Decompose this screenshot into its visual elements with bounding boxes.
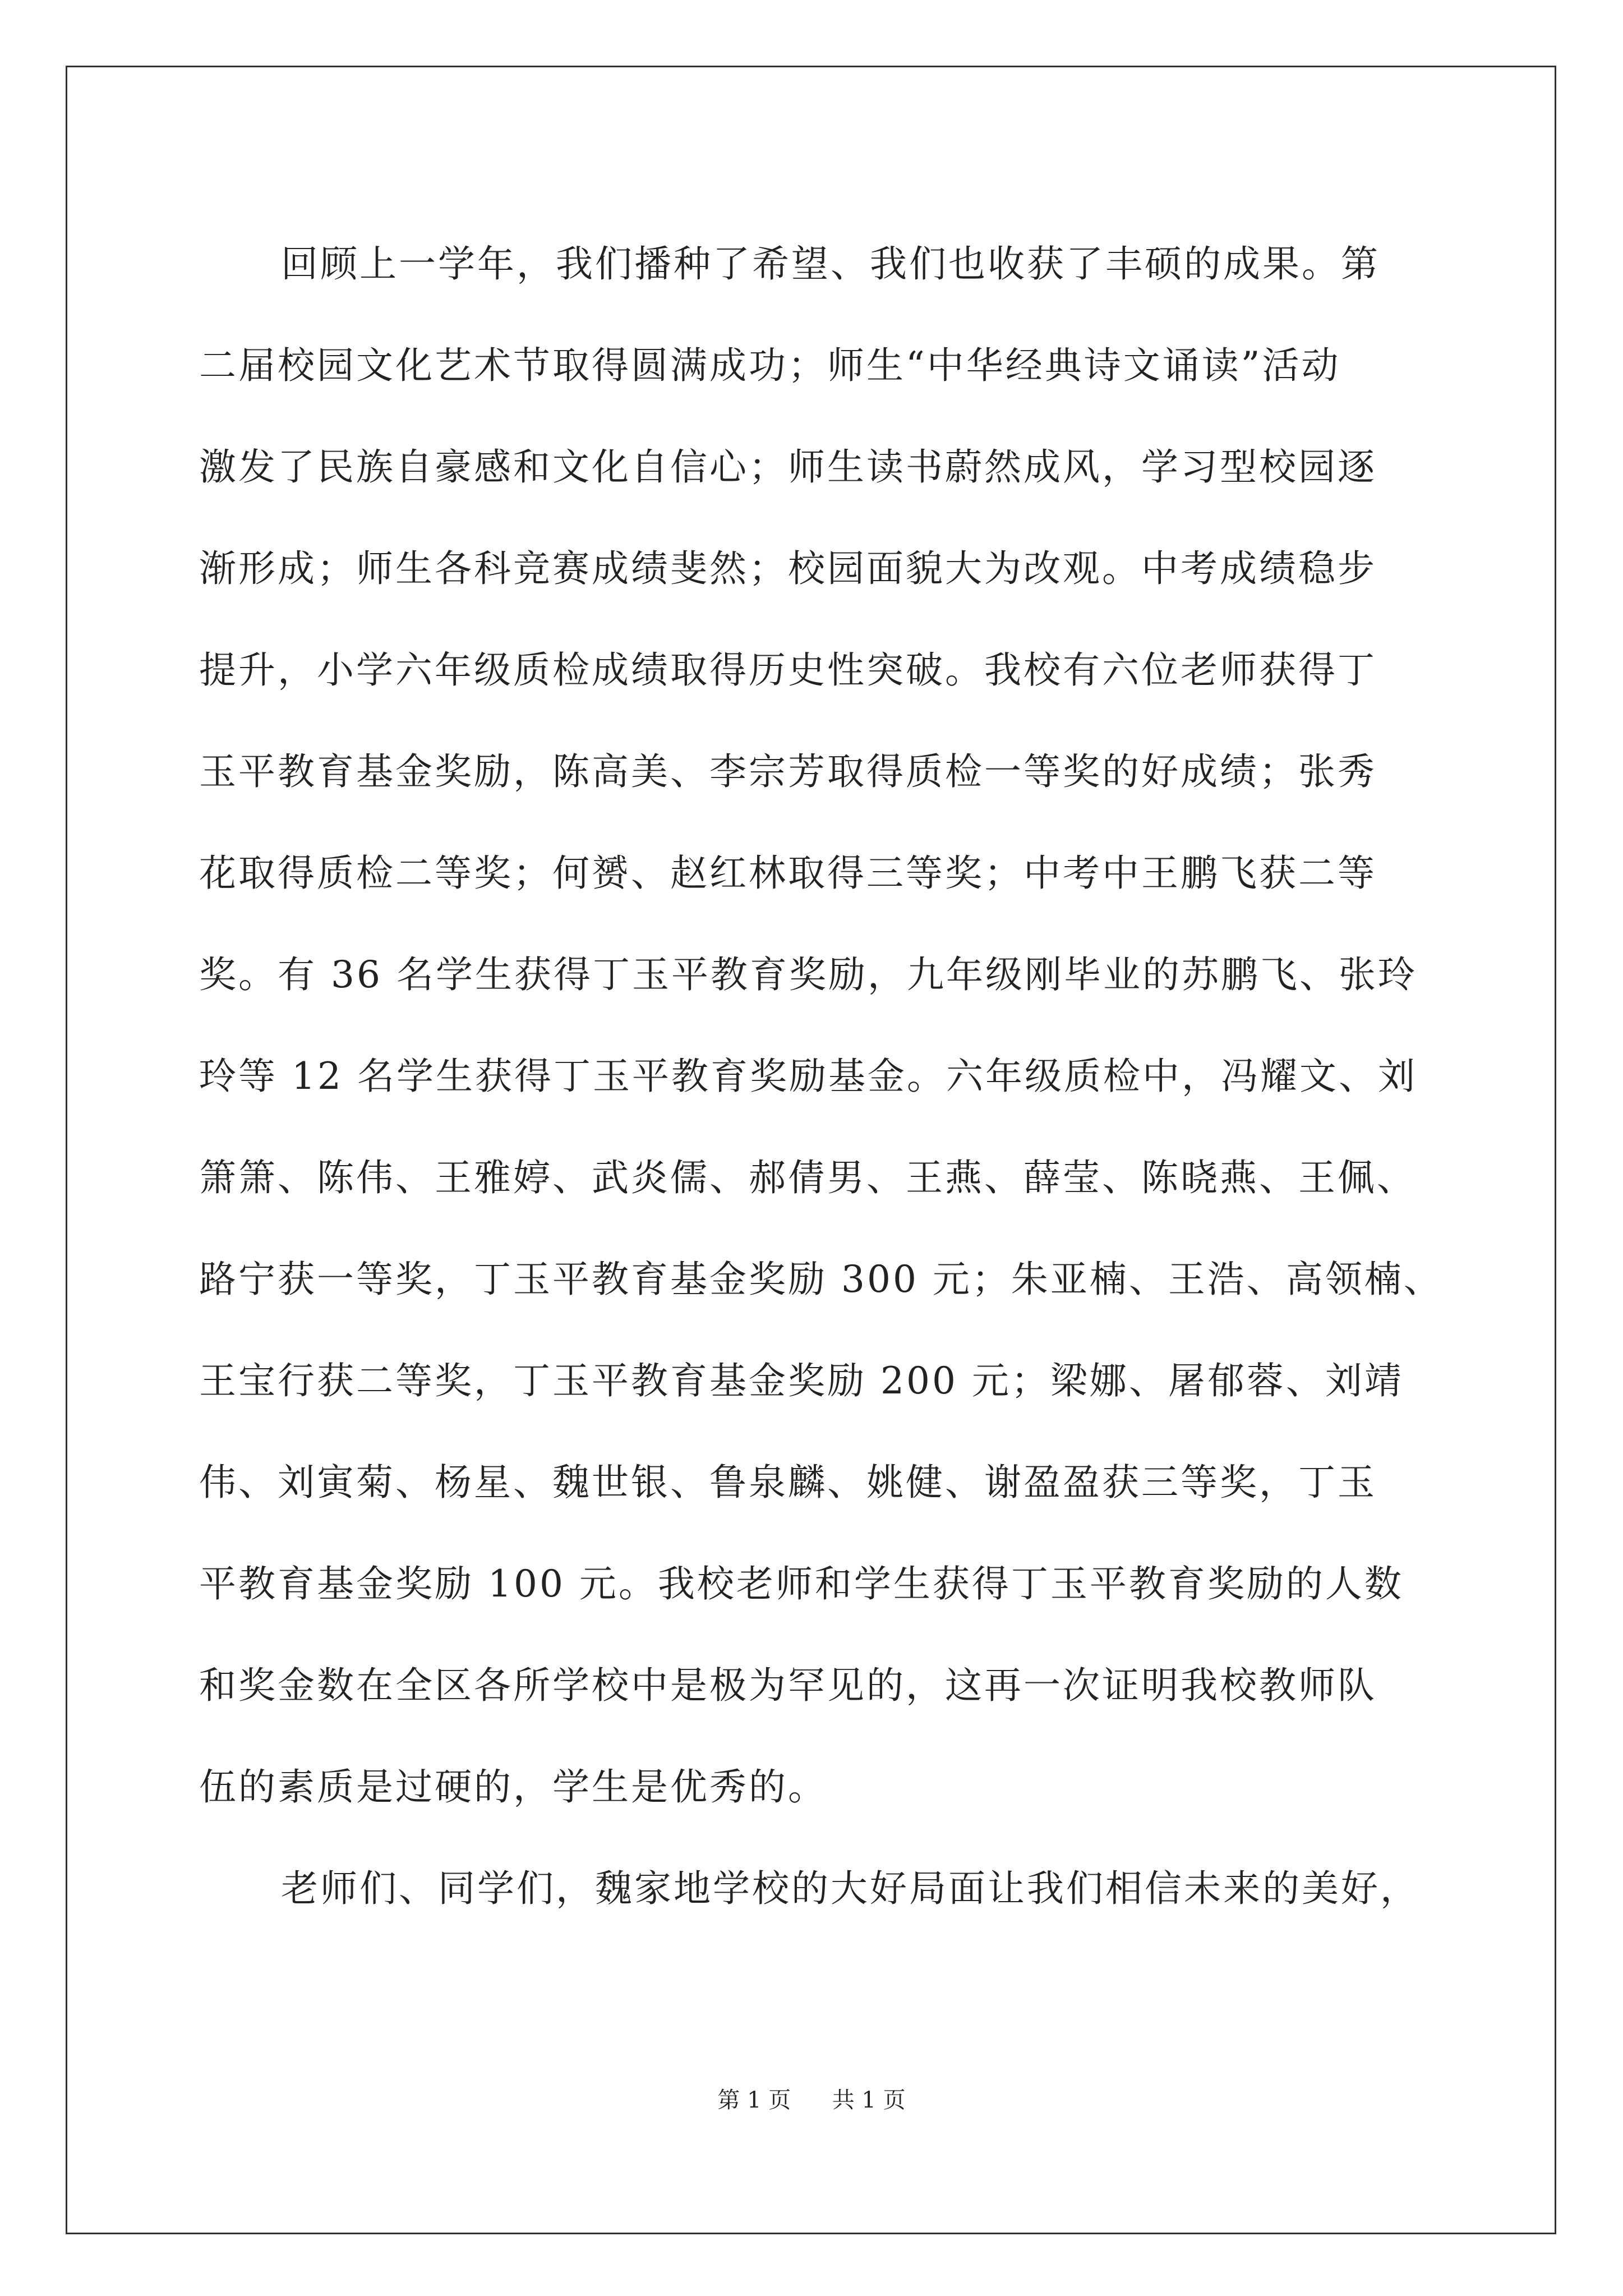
- paragraph-1-line-7: 花取得质检二等奖；何赟、赵红林取得三等奖；中考中王鹏飞获二等: [199, 852, 1377, 895]
- page-footer: [0, 2082, 1623, 2114]
- paragraph-2-line-1: 老师们、同学们，魏家地学校的大好局面让我们相信未来的美好，: [281, 1867, 1419, 1910]
- document-body: [199, 213, 1443, 1939]
- paragraph-1-line-9: 玲等 12 名学生获得丁玉平教育奖励基金。六年级质检中，冯耀文、刘: [199, 1055, 1417, 1098]
- paragraph-1-line-6: 玉平教育基金奖励，陈高美、李宗芳取得质检一等奖的好成绩；张秀: [199, 750, 1377, 793]
- paragraph-1-line-11: 路宁获一等奖，丁玉平教育基金奖励 300 元；朱亚楠、王浩、高领楠、: [199, 1258, 1443, 1301]
- paragraph-1-line-16: 伍的素质是过硬的，学生是优秀的。: [199, 1765, 827, 1809]
- paragraph-1-line-3: 激发了民族自豪感和文化自信心；师生读书蔚然成风，学习型校园逐: [199, 445, 1377, 489]
- page-number-current: 第 1 页: [717, 2087, 791, 2113]
- page-number-total: 共 1 页: [832, 2087, 906, 2113]
- paragraph-1-line-8: 奖。有 36 名学生获得丁玉平教育奖励，九年级刚毕业的苏鹏飞、张玲: [199, 953, 1417, 996]
- paragraph-1-line-4: 渐形成；师生各科竞赛成绩斐然；校园面貌大为改观。中考成绩稳步: [199, 547, 1377, 590]
- paragraph-1-line-14: 平教育基金奖励 100 元。我校老师和学生获得丁玉平教育奖励的人数: [199, 1562, 1404, 1605]
- paragraph-1-line-2: 二届校园文化艺术节取得圆满成功；师生“中华经典诗文诵读”活动: [199, 344, 1341, 387]
- paragraph-1-line-10: 箫箫、陈伟、王雅婷、武炎儒、郝倩男、王燕、薛莹、陈晓燕、王佩、: [199, 1156, 1416, 1199]
- paragraph-1-line-13: 伟、刘寅菊、杨星、魏世银、鲁泉麟、姚健、谢盈盈获三等奖，丁玉: [199, 1461, 1377, 1504]
- paragraph-1-line-1: 回顾上一学年，我们播种了希望、我们也收获了丰硕的成果。第: [281, 242, 1380, 286]
- paragraph-1-line-5: 提升，小学六年级质检成绩取得历史性突破。我校有六位老师获得丁: [199, 648, 1377, 692]
- paragraph-1-line-12: 王宝行获二等奖，丁玉平教育基金奖励 200 元；梁娜、屠郁蓉、刘靖: [199, 1359, 1404, 1402]
- paragraph-1-line-15: 和奖金数在全区各所学校中是极为罕见的，这再一次证明我校教师队: [199, 1664, 1377, 1707]
